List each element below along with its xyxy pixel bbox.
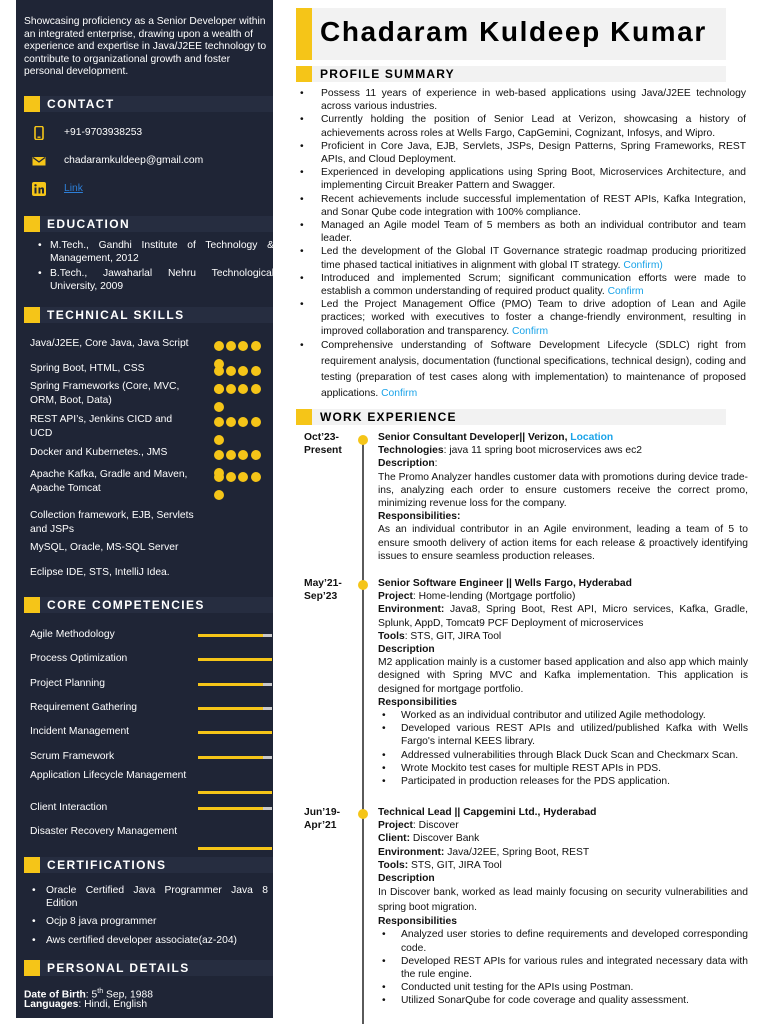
- rating-dot: [226, 366, 236, 376]
- rating-dot: [238, 450, 248, 460]
- core-competencies-heading: CORE COMPETENCIES: [24, 597, 273, 613]
- competency-bar: [198, 683, 272, 686]
- technical-skills-heading: TECHNICAL SKILLS: [24, 307, 273, 323]
- competency-item: Agile Methodology: [30, 629, 115, 640]
- summary-item: • Experienced in developing applications using Spring Boot, Microservices Architecture, and implementing Circuit Breaker Pattern and Swagger.: [296, 166, 746, 192]
- skill-item: Java/J2EE, Core Java, Java Script: [30, 338, 189, 349]
- rating-dot: [238, 341, 248, 351]
- confirm-link[interactable]: Confirm: [607, 286, 644, 298]
- location-link[interactable]: Location: [570, 432, 614, 443]
- skill-item: Spring Boot, HTML, CSS: [30, 363, 145, 374]
- sidebar: Showcasing proficiency as a Senior Developer within an integrated enterprise, drawing upon a wealth of experience and expertise in Java/J2EE technology to contribute to organizational growth and foster personal development. CONTACT +91-9703938253 chadaramkuldeep@gmail.com Link EDUCATION • M.Tech., Gandhi Institute of Technology & Management, 2012 • B.Tech., Jawaharlal Nehru Technological University, 2009 TECHNICAL SKILLS Java/J2EE, Core Java, Java Script Spring Boot, HTML, CSS Spring Frameworks (Core, MVC, ORM, Boot, Data) REST API’s, Jenkins CICD and UCD Docker and Kubernetes., JMS Apache Kafka, Gradle and Maven, Apache Tomcat Collection framework, EJB, Servlets and JSPs MySQL, Oracle, MS-SQL Server Eclipse IDE, STS, IntelliJ Idea. CORE COMPETENCIES Agile Methodology Process Optimization Project Planning Requirement Gathering Incident Management Scrum Framework Application Lifecycle Management Client Interaction Disaster Recovery Management CERTIFICATIONS • Oracle Certified Java Programmer Java 8 Edition • Ocjp 8 java programmer • Aws certified developer associate(az-204) PERSONAL DETAILS Date of Birth: 5th Sep, 1988 Languages: Hindi, English: [16, 0, 273, 1018]
- list-item: • Utilized SonarQube for code coverage and quality assessment.: [378, 994, 748, 1007]
- summary-item: • Managed an Agile model Team of 5 members as both an individual contributor and team leader.: [296, 219, 746, 245]
- rating-dot: [251, 341, 261, 351]
- profile-summary-list: [296, 87, 746, 402]
- competency-bar: [198, 707, 272, 710]
- summary-item: • Comprehensive understanding of Software Development Lifecycle (SDLC) right from requirement analysis, documentation (functional specifications, technical design), coding and testing (preparation of test cases along with implementation) to maintenance of proposed applications. Confirm: [296, 338, 746, 402]
- confirm-link[interactable]: Confirm): [623, 259, 663, 271]
- competency-item: Client Interaction: [30, 802, 108, 813]
- competency-bar: [198, 731, 272, 734]
- skill-item: MySQL, Oracle, MS-SQL Server: [30, 542, 179, 553]
- rating-dot: [226, 450, 236, 460]
- rating-dot: [251, 472, 261, 482]
- rating-dot: [214, 417, 224, 427]
- job-verizon: Senior Consultant Developer|| Verizon, Location Technologies: java 11 spring boot microservices aws ec2 Description: The Promo Analyzer handles customer data with promotions during device trade-ins, analyzing each order to ensure customers receive the correct promo, minimizing revenue loss for the company. Responsibilities: As an individual contributor in an Agile environment, leading a team of 5 to ensure smooth delivery of action items for each release & proactively identifying issues to ensure seamless production releases.: [378, 432, 748, 562]
- skill-item: Docker and Kubernetes., JMS: [30, 447, 168, 458]
- rating-dot: [226, 384, 236, 394]
- rating-dot: [226, 472, 236, 482]
- rating-dot: [238, 417, 248, 427]
- skill-item: Apache Kafka, Gradle and Maven, Apache Tomcat: [30, 469, 188, 494]
- skill-rating: [214, 469, 273, 505]
- job-wells-fargo: Senior Software Engineer || Wells Fargo, Hyderabad Project: Home-lending (Mortgage portfolio) Environment: Java8, Spring Boot, Rest API, Micro services, Kafka, Gradle, Splunk, AppD, Tomcat9 PCF Deployment of microservices Tools: STS, GIT, JIRA Tool Description M2 application mainly is a customer based application and also app which mainly designed with Spring MVC and Kafka implementation. This application is designed for mortgage portfolio. Responsibilities • Worked as an individual contributor and utilized Agile methodology. • Developed various REST APIs and utilized/published Kafka with Wells Fargo's internal KEES library. • Addressed vulnerabilities through Black Duck Scan and Checkmarx Scan. • Wrote Mockito test cases for multiple REST APIs in PDS. • Participated in production releases for the PDS application.: [378, 577, 748, 788]
- timeline-line: [362, 438, 364, 1024]
- rating-dot: [214, 490, 224, 500]
- competency-bar: [198, 807, 272, 810]
- list-item: • Worked as an individual contributor and utilized Agile methodology.: [378, 709, 748, 722]
- rating-dot: [214, 450, 224, 460]
- competency-bar: [198, 756, 272, 759]
- skill-item: Collection framework, EJB, Servlets and JSPs: [30, 510, 194, 535]
- linkedin-icon: [32, 182, 46, 196]
- list-item: • Developed REST APIs for various rules and integrated necessary data with the rule engine.: [378, 955, 748, 981]
- rating-dot: [251, 384, 261, 394]
- email-icon: [32, 154, 46, 168]
- rating-dot: [214, 435, 224, 445]
- date-of-birth: Date of Birth: 5th Sep, 1988: [24, 988, 153, 1001]
- skill-rating: [214, 414, 273, 450]
- skill-item: Spring Frameworks (Core, MVC, ORM, Boot, Data): [30, 381, 180, 406]
- competency-bar: [198, 634, 272, 637]
- rating-dot: [214, 472, 224, 482]
- work-experience-heading: WORK EXPERIENCE: [296, 409, 726, 425]
- confirm-link[interactable]: Confirm: [511, 325, 549, 337]
- certifications-heading: CERTIFICATIONS: [24, 857, 273, 873]
- profile-intro: Showcasing proficiency as a Senior Developer within an integrated enterprise, drawing upon a wealth of experience and expertise in Java/J2EE technology to contribute to organizational growth and foster personal development.: [24, 16, 267, 78]
- skill-item: REST API’s, Jenkins CICD and UCD: [30, 414, 173, 439]
- summary-item: • Introduced and implemented Scrum; significant communication efforts were made to establish a common understanding of required product quality. Confirm: [296, 272, 746, 298]
- confirm-link[interactable]: Confirm: [381, 387, 418, 399]
- profile-summary-heading: PROFILE SUMMARY: [296, 66, 726, 82]
- linkedin-link[interactable]: Link: [64, 183, 83, 194]
- list-item: • Wrote Mockito test cases for multiple REST APIs in PDS.: [378, 762, 748, 775]
- list-item: • Analyzed user stories to define requirements and developed corresponding code.: [378, 928, 748, 954]
- competency-item: Requirement Gathering: [30, 702, 138, 713]
- list-item: • Developed various REST APIs and utilized/published Kafka with Wells Fargo's internal KEES library.: [378, 722, 748, 748]
- summary-item: • Possess 11 years of experience in web-based applications using Java/J2EE technology across various industries.: [296, 87, 746, 113]
- job-dates: Oct’23- Present: [304, 432, 342, 456]
- rating-dot: [251, 366, 261, 376]
- summary-item: • Proficient in Core Java, EJB, Servlets, JSPs, Design Patterns, Spring Frameworks, REST APIs, and Cloud Deployment.: [296, 140, 746, 166]
- rating-dot: [251, 417, 261, 427]
- certification-item: • Ocjp 8 java programmer: [32, 916, 268, 929]
- summary-item: • Recent achievements include successful implementation of REST APIs, Kafka Integration, and Sonar Qube code integration with 100% compliance.: [296, 193, 746, 219]
- timeline-dot: [358, 435, 368, 445]
- contact-heading: CONTACT: [24, 96, 273, 112]
- rating-dot: [214, 402, 224, 412]
- summary-item: • Led the Project Management Office (PMO) Team to drive adoption of Lean and Agile practices; worked with executives to foster a change-friendly environment, resulting in improved collaboration and transparency. Confirm: [296, 298, 746, 338]
- list-item: • Participated in production releases for the PDS application.: [378, 775, 748, 788]
- summary-item: • Currently holding the position of Senior Lead at Verizon, showcasing a history of achievements across roles at Wells Fargo, CapGemini, Cognizant, Infosys, and Wipro.: [296, 113, 746, 139]
- job-capgemini: Technical Lead || Capgemini Ltd., Hyderabad Project: Discover Client: Discover Bank Environment: Java/J2EE, Spring Boot, REST Tools: STS, GIT, JIRA Tool Description In Discover bank, worked as lead mainly focusing on security vulnerabilities and spring boot migration. Responsibilities • Analyzed user stories to define requirements and developed corresponding code. • Developed REST APIs for various rules and integrated necessary data with the rule engine. • Conducted unit testing for the APIs using Postman. • Utilized SonarQube for code coverage and quality assessment.: [378, 806, 748, 1008]
- competency-item: Disaster Recovery Management: [30, 826, 178, 837]
- list-item: • Addressed vulnerabilities through Black Duck Scan and Checkmarx Scan.: [378, 749, 748, 762]
- education-heading: EDUCATION: [24, 216, 273, 232]
- rating-dot: [214, 341, 224, 351]
- rating-dot: [238, 366, 248, 376]
- job-dates: Jun’19- Apr’21: [304, 807, 341, 831]
- rating-dot: [214, 366, 224, 376]
- personal-details-heading: PERSONAL DETAILS: [24, 960, 273, 976]
- rating-dot: [226, 341, 236, 351]
- timeline-dot: [358, 809, 368, 819]
- competency-item: Process Optimization: [30, 653, 128, 664]
- competency-item: Application Lifecycle Management: [30, 770, 187, 781]
- rating-dot: [238, 472, 248, 482]
- competency-item: Scrum Framework: [30, 751, 115, 762]
- rating-dot: [226, 417, 236, 427]
- education-item: • B.Tech., Jawaharlal Nehru Technological University, 2009: [38, 268, 274, 293]
- education-item: • M.Tech., Gandhi Institute of Technology & Management, 2012: [38, 240, 274, 265]
- name-header: [296, 8, 726, 60]
- languages: Languages: Hindi, English: [24, 999, 148, 1010]
- competency-bar: [198, 658, 272, 661]
- summary-item: • Led the development of the Global IT Governance strategic roadmap producing prioritized time phased tactical initiatives in alignment with global IT strategy. Confirm): [296, 245, 746, 271]
- rating-dot: [214, 384, 224, 394]
- timeline-dot: [358, 580, 368, 590]
- phone-icon: [32, 126, 46, 140]
- competency-bar: [198, 847, 272, 850]
- competency-item: Incident Management: [30, 726, 130, 737]
- rating-dot: [251, 450, 261, 460]
- skill-rating: [214, 381, 273, 417]
- rating-dot: [238, 384, 248, 394]
- job-dates: May’21- Sep’23: [304, 578, 342, 602]
- competency-bar: [198, 791, 272, 794]
- certification-item: • Aws certified developer associate(az-204): [32, 935, 268, 948]
- competency-item: Project Planning: [30, 678, 105, 689]
- candidate-name: Chadaram Kuldeep Kumar: [320, 16, 707, 47]
- certification-item: • Oracle Certified Java Programmer Java 8 Edition: [32, 885, 268, 910]
- skill-item: Eclipse IDE, STS, IntelliJ Idea.: [30, 567, 170, 578]
- list-item: • Conducted unit testing for the APIs using Postman.: [378, 981, 748, 994]
